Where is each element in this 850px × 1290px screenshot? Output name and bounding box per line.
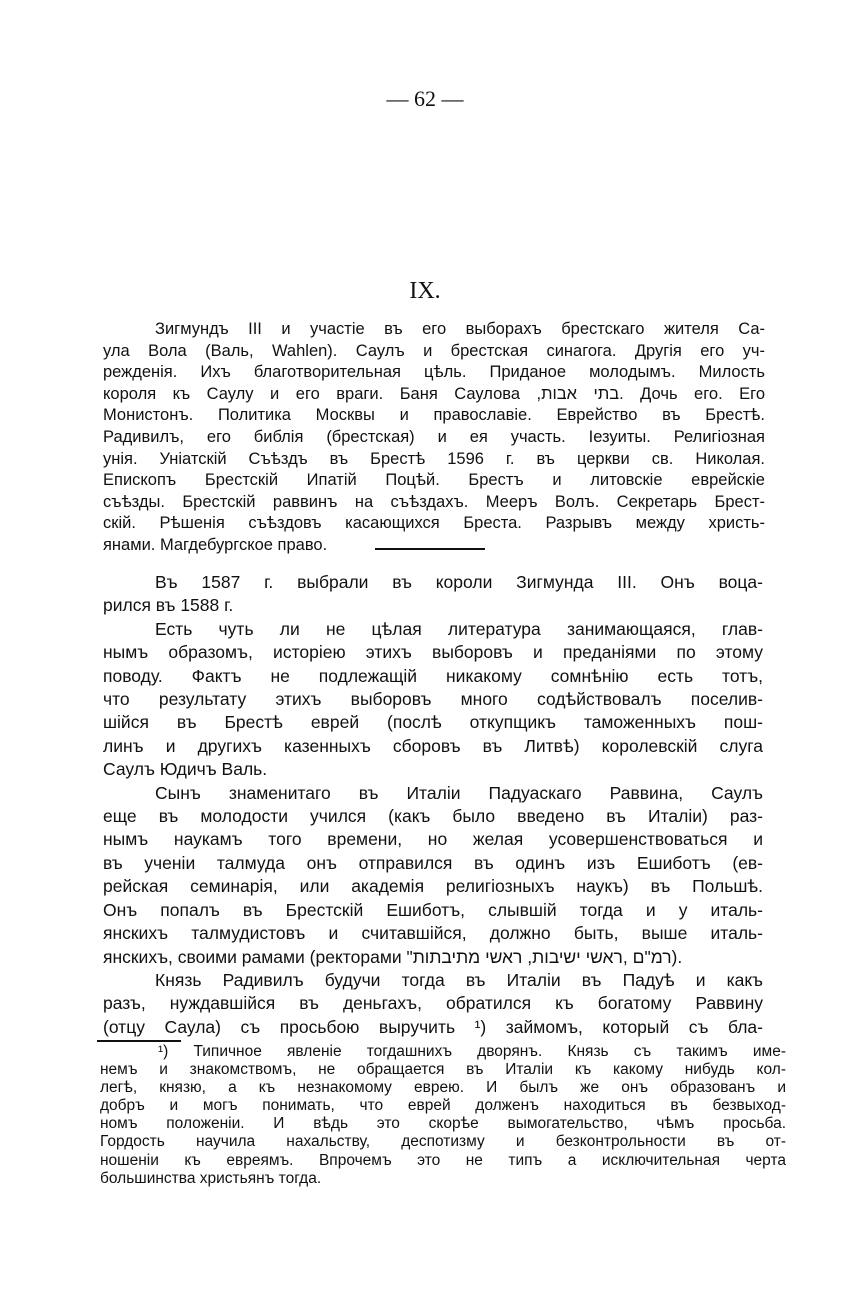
main-text-line: линъ и другихъ казенныхъ сборовъ въ Литвѣ) королевскій слуга — [103, 735, 763, 756]
page-number: — 62 — — [386, 86, 464, 111]
summary-line: съѣзды. Брестскій раввинъ на съѣздахъ. Мееръ Волъ. Секретарь Брест- — [103, 492, 765, 511]
summary-line: унія. Уніатскій Съѣздъ въ Брестѣ 1596 г. въ церкви св. Николая. — [103, 449, 765, 468]
footnotes-line: легѣ, князю, а къ незнакомому еврею. И былъ же онъ образованъ и — [100, 1079, 786, 1097]
summary-line: Монистонъ. Политика Москвы и православіе. Еврейство въ Брестѣ. — [103, 406, 765, 425]
summary-line: Зигмундъ III и участіе въ его выборахъ брестскаго жителя Са- — [155, 320, 765, 338]
summary-line: ула Вола (Валь, Wahlen). Саулъ и брестская синагога. Другія его уч- — [103, 341, 765, 360]
main-text-line: (отцу Саула) съ просьбою выручить ¹) займомъ, который съ бла- — [103, 1016, 763, 1037]
summary-line: Епископъ Брестскій Ипатій Поцѣй. Брестъ и литовскіе еврейскіе — [103, 471, 765, 490]
summary-line: короля къ Саулу и его враги. Баня Саулова ,בתי אבות. Дочь его. Его — [103, 384, 765, 403]
main-text-line: янскихъ, своими рамами (ректорами "רמ"ם ,ראשי ישיבות, ראשי מתיבתות). — [103, 946, 683, 967]
footnotes-line: ношеніи къ евреямъ. Впрочемъ это не типъ а исключительная черта — [100, 1151, 786, 1169]
main-text-line: что результату этихъ выборовъ много содѣйствовалъ поселив- — [103, 689, 763, 710]
main-text-line: Есть чуть ли не цѣлая литература занимающаяся, глав- — [155, 618, 763, 639]
summary-line: янами. Магдебургское право. — [103, 535, 328, 554]
footnotes-line: номъ положеніи. И вѣдь это скорѣе вымогательство, чѣмъ просьба. — [100, 1115, 786, 1133]
main-text-line: рейская семинарія, или академія религіозныхъ наукъ) въ Польшѣ. — [103, 876, 763, 897]
main-text-line: Саулъ Юдичъ Валь. — [103, 759, 268, 780]
main-text-line: Сынъ знаменитаго въ Италіи Падуаскаго Раввина, Саулъ — [155, 782, 763, 803]
footnotes-line: большинства христьянъ тогда. — [100, 1169, 322, 1187]
main-text-line: нымъ наукамъ того времени, но желая усовершенствоваться и — [103, 829, 763, 850]
main-text-line: Князь Радивилъ будучи тогда въ Италіи въ Падуѣ и какъ — [155, 969, 763, 990]
footnotes-line: немъ и знакомствомъ, не обращается въ Италіи къ какому нибудь кол- — [100, 1061, 786, 1079]
footnote-rule — [97, 1040, 181, 1042]
main-text-line: еще въ молодости учился (какъ было введено въ Италіи) раз- — [103, 806, 763, 827]
main-text-line: янскихъ талмудистовъ и считавшійся, должно быть, выше италь- — [103, 923, 763, 944]
main-text-line: Въ 1587 г. выбрали въ короли Зигмунда III. Онъ воца- — [155, 572, 763, 592]
chapter-summary — [103, 319, 765, 557]
main-text-line: Онъ попалъ въ Брестскій Ешиботъ, слывшій тогда и у италь- — [103, 899, 763, 920]
footnotes — [100, 1043, 786, 1188]
footnotes-line: ¹) Типичное явленіе тогдашнихъ дворянъ. Князь съ такимъ име- — [158, 1043, 786, 1060]
section-divider — [375, 548, 485, 550]
summary-line: скій. Рѣшенія съѣздовъ касающихся Бреста. Разрывъ между христь- — [103, 514, 765, 533]
main-text-line: рился въ 1588 г. — [103, 595, 234, 616]
footnotes-line: Гордость научила нахальству, деспотизму и безконтрольности въ от- — [100, 1133, 786, 1151]
footnotes-line: добръ и могъ понимать, что еврей долженъ находиться въ безвыход- — [100, 1097, 786, 1115]
main-text-line: шійся въ Брестѣ еврей (послѣ откупщикъ таможенныхъ пош- — [103, 712, 763, 733]
summary-line: режденія. Ихъ благотворительная цѣль. Приданое молодымъ. Милость — [103, 363, 765, 382]
main-text-line: нымъ образомъ, исторіею этихъ выборовъ и преданіями по этому — [103, 642, 763, 663]
main-text-line: поводу. Фактъ не подлежащій никакому сомнѣнію есть тотъ, — [103, 665, 763, 686]
main-text — [103, 571, 763, 1039]
summary-line: Радивилъ, его библія (брестская) и ея участь. Іезуиты. Религіозная — [103, 427, 765, 446]
main-text-line: въ ученіи талмуда онъ отправился въ одинъ изъ Ешиботъ (ев- — [103, 852, 763, 873]
main-text-line: разъ, нуждавшійся въ деньгахъ, обратился къ богатому Раввину — [103, 993, 763, 1014]
chapter-heading: IX. — [409, 278, 441, 304]
